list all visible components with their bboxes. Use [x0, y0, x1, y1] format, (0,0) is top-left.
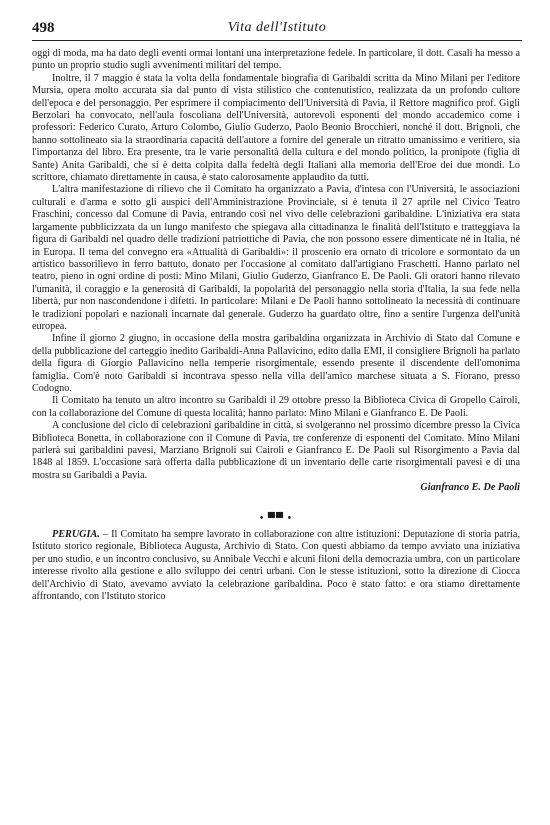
page-number: 498 — [32, 20, 55, 36]
page-header — [32, 20, 522, 41]
paragraph: A conclusione del ciclo di celebrazioni garibaldine in città, si svolgeranno nel prossimo dicembre presso la Civica Biblioteca Bonetta, in collaborazione con il Comune di Pavia, tre conferenze di esponenti del Comitato. Mino Milani parlerà sui garibaldini pavesi, Marziano Brignoli sui Cairoli e Gianfranco E. De Paoli sul Risorgimento a Pavia dal 1848 al 1859. L'occasione sarà offerta dalla pubblicazione di un inventario delle carte risorgimentali pavesi e di una mostra su Garibaldi a Pavia. — [32, 420, 520, 481]
paragraph: Inoltre, il 7 maggio è stata la volta della fondamentale biografia di Garibaldi scritta da Mino Milani per l'editore Mursia, opera molto accurata sia dal punto di vista stilistico che contenutistico, realizzata da un profondo cultore dell'epoca e del personaggio. Per esprimere il compiacimento dell'Università di Pavia, il Rettore magnifico prof. Gigli Berzolari ha convocato, nell'aula foscoliana dell'Università, autorevoli esponenti del mondo accademico come i professori: Federico Curato, Arturo Colombo, Giulio Guderzo, Paolo Beonio Brocchieri, nonché il dott. Brignoli, che hanno sottolineato sia la straordinaria capacità dell'autore a fornire del generale un ritratto umanissimo e veritiero, sia l'importanza del libro. Era presente, tra le varie personalità della cultura e del mondo politico, la pronipote (figlia di Sante) Anita Garibaldi, che si è detta colpita dalla fedeltà degli Italiani alla memoria dell'Eroe dei due mondi. Lo scrittore, chiamato direttamente in causa, è stato calorosamente applaudito da tutti. — [32, 72, 520, 184]
perugia-section — [32, 529, 520, 603]
section-divider-mark: • ▀▀ • — [259, 512, 293, 524]
section-text: – Il Comitato ha sempre lavorato in collaborazione con altre istituzioni: Deputazione di storia patria, Istituto storico regionale, Biblioteca Augusta, Archivio di Stato. Con questi abbiamo da tempo avviato una iniziativa per uno studio, e un incontro conclusivo, su Annibale Vecchi e alcuni filoni della democrazia umbra, con un particolare interesse rivolto alla gestione e allo sviluppo dei centri urbani. Con le stesse istituzioni, sotto la direzione di Ciocca dell'Archivio di Stato, avevamo avviato la celebrazione garibaldina. Poco è stato fatto: e ora stiamo direttamente affrontando, con l'Istituto storico — [32, 529, 520, 603]
section-paragraph — [32, 529, 520, 603]
paragraph: oggi di moda, ma ha dato degli eventi ormai lontani una interpretazione fedele. In particolare, il dott. Casali ha messo a punto un proprio studio sugli avvenimenti militari del tempo. — [32, 48, 520, 72]
author-signature: Gianfranco E. De Paoli — [420, 482, 520, 494]
running-title: Vita dell'Istituto — [227, 20, 327, 35]
article-body — [32, 48, 520, 603]
paragraph: Infine il giorno 2 giugno, in occasione della mostra garibaldina organizzata in Archivio di Stato dal Comune e della pubblicazione del carteggio inedito Garibaldi-Anna Pallavicino, edito dalla EMI, il consigliere Brignoli ha parlato della figura di Giorgio Pallavicino nella temperie risorgimentale, essendo presente il discendente dell'omonima famiglia. Com'è noto Garibaldi si incontrava spesso nella villa dell'amico marchese situata a S. Fiorano, presso Codogno. — [32, 333, 520, 394]
paragraph: L'altra manifestazione di rilievo che il Comitato ha organizzato a Pavia, d'intesa con l'Università, le associazioni culturali e d'arma e sotto gli auspici dell'Amministrazione Provinciale, si è tenuta il 27 aprile nel Civico Teatro Fraschini, concesso dal Comune di Pavia, entrando così nel vivo delle celebrazioni garibaldine. L'iniziativa era stata largamente pubblicizzata da un lungo manifesto che spiegava alla cittadinanza le finalità dell'Istituto e tratteggiava la figura di Garibaldi nel quadro delle tradizioni patriottiche di Pavia, che non possono essere dimenticate né in Italia, né in Europa. Il tema del convegno era «Attualità di Garibaldi»: il proscenio era ornato di tricolore e sormontato da un artistico bassorilievo in ferro battuto, donato per l'occasione al comitato dall'artigiano Fraschetti. Hanno parlato nel teatro, pieno in ogni ordine di posti: Mino Milani, Giulio Guderzo, Gianfranco E. De Paoli. Gli oratori hanno rilevato l'umanità, il coraggio e la generosità di Garibaldi, la popolarità del personaggio nella storia d'Italia, la sua fede nella libertà, pur non nascondendone i difetti. In particolare: Milani e De Paoli hanno sottolineato la necessità di continuare le tradizioni popolari e nazionali incarnate dal generale. Guderzo ha guardato oltre, fino a sentire l'urgenza dell'unità europea. — [32, 184, 520, 332]
paragraph: Il Comitato ha tenuto un altro incontro su Garibaldi il 29 ottobre presso la Biblioteca Civica di Gropello Cairoli, con la collaborazione del Comune di questa località; hanno parlato: Mino Milani e Gianfranco E. De Paoli. — [32, 395, 520, 419]
section-city: PERUGIA. — [52, 529, 100, 541]
